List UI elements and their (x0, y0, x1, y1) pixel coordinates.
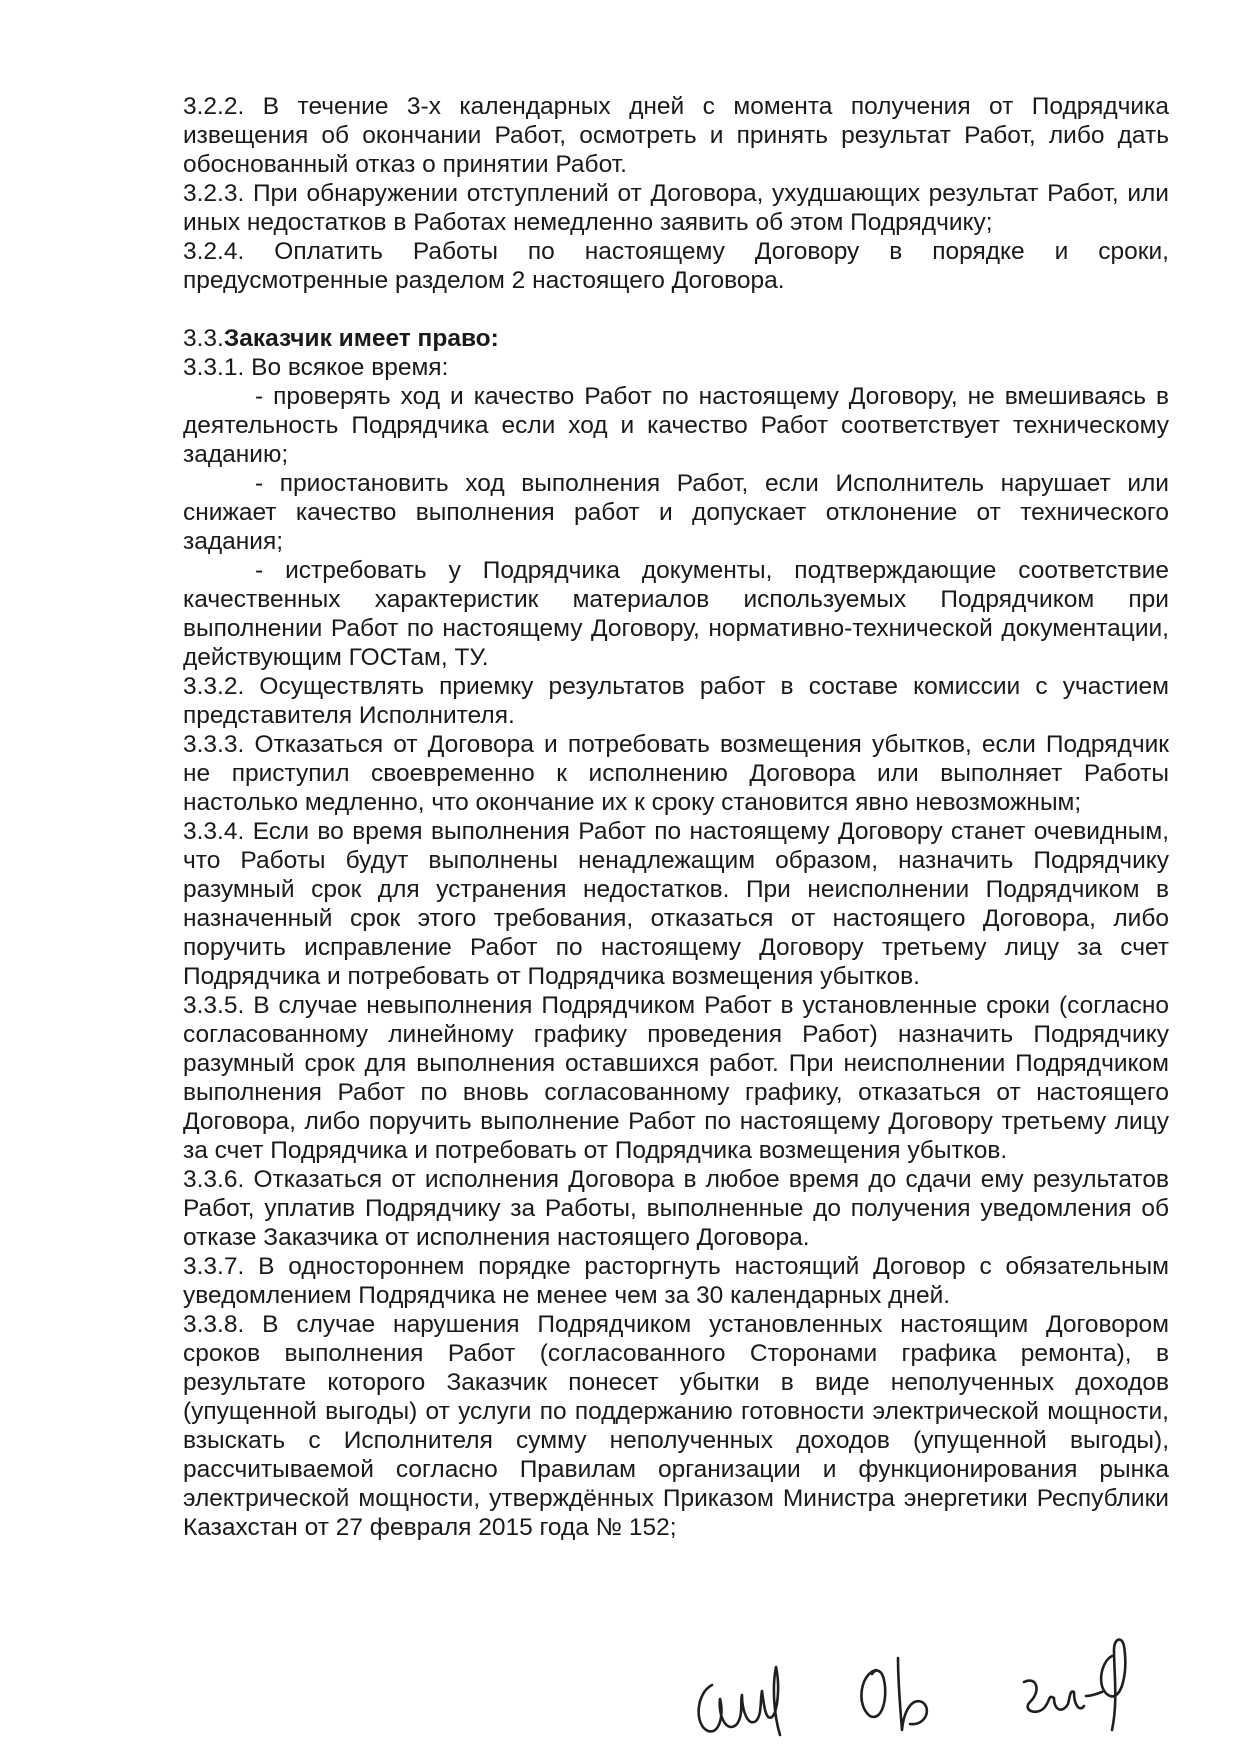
initials-signature-1 (690, 1655, 800, 1750)
initials-signature-2 (840, 1640, 950, 1745)
clause-3-3-6: 3.3.6. Отказаться от исполнения Договора в любое время до сдачи ему результатов Работ, уплатив Подрядчику за Работы, выполненные до получения уведомления об отказе Заказчика от исполнения настоящего Договора. (183, 1166, 1169, 1251)
clause-3-3-1-item-a: - проверять ход и качество Работ по настоящему Договору, не вмешиваясь в деятельность Подрядчика если ход и качество Работ соответствует техническому заданию; (183, 383, 1169, 468)
clause-3-3-2: 3.3.2. Осуществлять приемку результатов работ в составе комиссии с участием представителя Исполнителя. (183, 673, 1169, 729)
clause-3-2-4: 3.2.4. Оплатить Работы по настоящему Договору в порядке и сроки, предусмотренные разделом 2 настоящего Договора. (183, 238, 1169, 294)
section-3-3-heading (183, 324, 1169, 353)
clause-3-3-3: 3.3.3. Отказаться от Договора и потребовать возмещения убытков, если Подрядчик не приступил своевременно к исполнению Договора или выполняет Работы настолько медленно, что окончание их к сроку становится явно невозможным; (183, 731, 1169, 816)
clause-3-2-2: 3.2.2. В течение 3-х календарных дней с момента получения от Подрядчика извещения об окончании Работ, осмотреть и принять результат Работ, либо дать обоснованный отказ о принятии Работ. (183, 93, 1169, 178)
initials-signature-3 (1010, 1632, 1150, 1747)
clause-3-3-4: 3.3.4. Если во время выполнения Работ по настоящему Договору станет очевидным, что Работы будут выполнены ненадлежащим образом, назначить Подрядчику разумный срок для устранения недостатков. При неисполнении Подрядчиком в назначенный срок этого требования, отказаться от настоящего Договора, либо поручить исправление Работ по настоящему Договору третьему лицу за счет Подрядчика и потребовать от Подрядчика возмещения убытков. (183, 818, 1169, 990)
clause-3-3-1-item-b: - приостановить ход выполнения Работ, если Исполнитель нарушает или снижает качество выполнения работ и допускает отклонение от технического задания; (183, 470, 1169, 555)
spacer (183, 295, 1169, 324)
clause-3-3-8: 3.3.8. В случае нарушения Подрядчиком установленных настоящим Договором сроков выполнения Работ (согласованного Сторонами графика ремонта), в результате которого Заказчик понесет убытки в виде неполученных доходов (упущенной выгоды) от услуги по поддержанию готовности электрической мощности, взыскать с Исполнителя сумму неполученных доходов (упущенной выгоды), рассчитываемой согласно Правилам организации и функционирования рынка электрической мощности, утверждённых Приказом Министра энергетики Республики Казахстан от 27 февраля 2015 года № 152; (183, 1311, 1169, 1541)
clause-3-3-7: 3.3.7. В одностороннем порядке расторгнуть настоящий Договор с обязательным уведомлением Подрядчика не менее чем за 30 календарных дней. (183, 1253, 1169, 1309)
document-page (183, 92, 1169, 1542)
section-number: 3.3. (183, 325, 224, 352)
section-title: Заказчик имеет право: (223, 325, 499, 352)
clause-3-2-3: 3.2.3. При обнаружении отступлений от Договора, ухудшающих результат Работ, или иных недостатков в Работах немедленно заявить об этом Подрядчику; (183, 180, 1169, 236)
clause-3-3-1-item-c: - истребовать у Подрядчика документы, подтверждающие соответствие качественных характеристик материалов используемых Подрядчиком при выполнении Работ по настоящему Договору, нормативно-технической документации, действующим ГОСТам, ТУ. (183, 557, 1169, 671)
clause-3-3-5: 3.3.5. В случае невыполнения Подрядчиком Работ в установленные сроки (согласно согласованному линейному графику проведения Работ) назначить Подрядчику разумный срок для выполнения оставшихся работ. При неисполнении Подрядчиком выполнения Работ по вновь согласованному графику, отказаться от настоящего Договора, либо поручить выполнение Работ по настоящему Договору третьему лицу за счет Подрядчика и потребовать от Подрядчика возмещения убытков. (183, 992, 1169, 1164)
clause-3-3-1: 3.3.1. Во всякое время: (183, 354, 449, 381)
